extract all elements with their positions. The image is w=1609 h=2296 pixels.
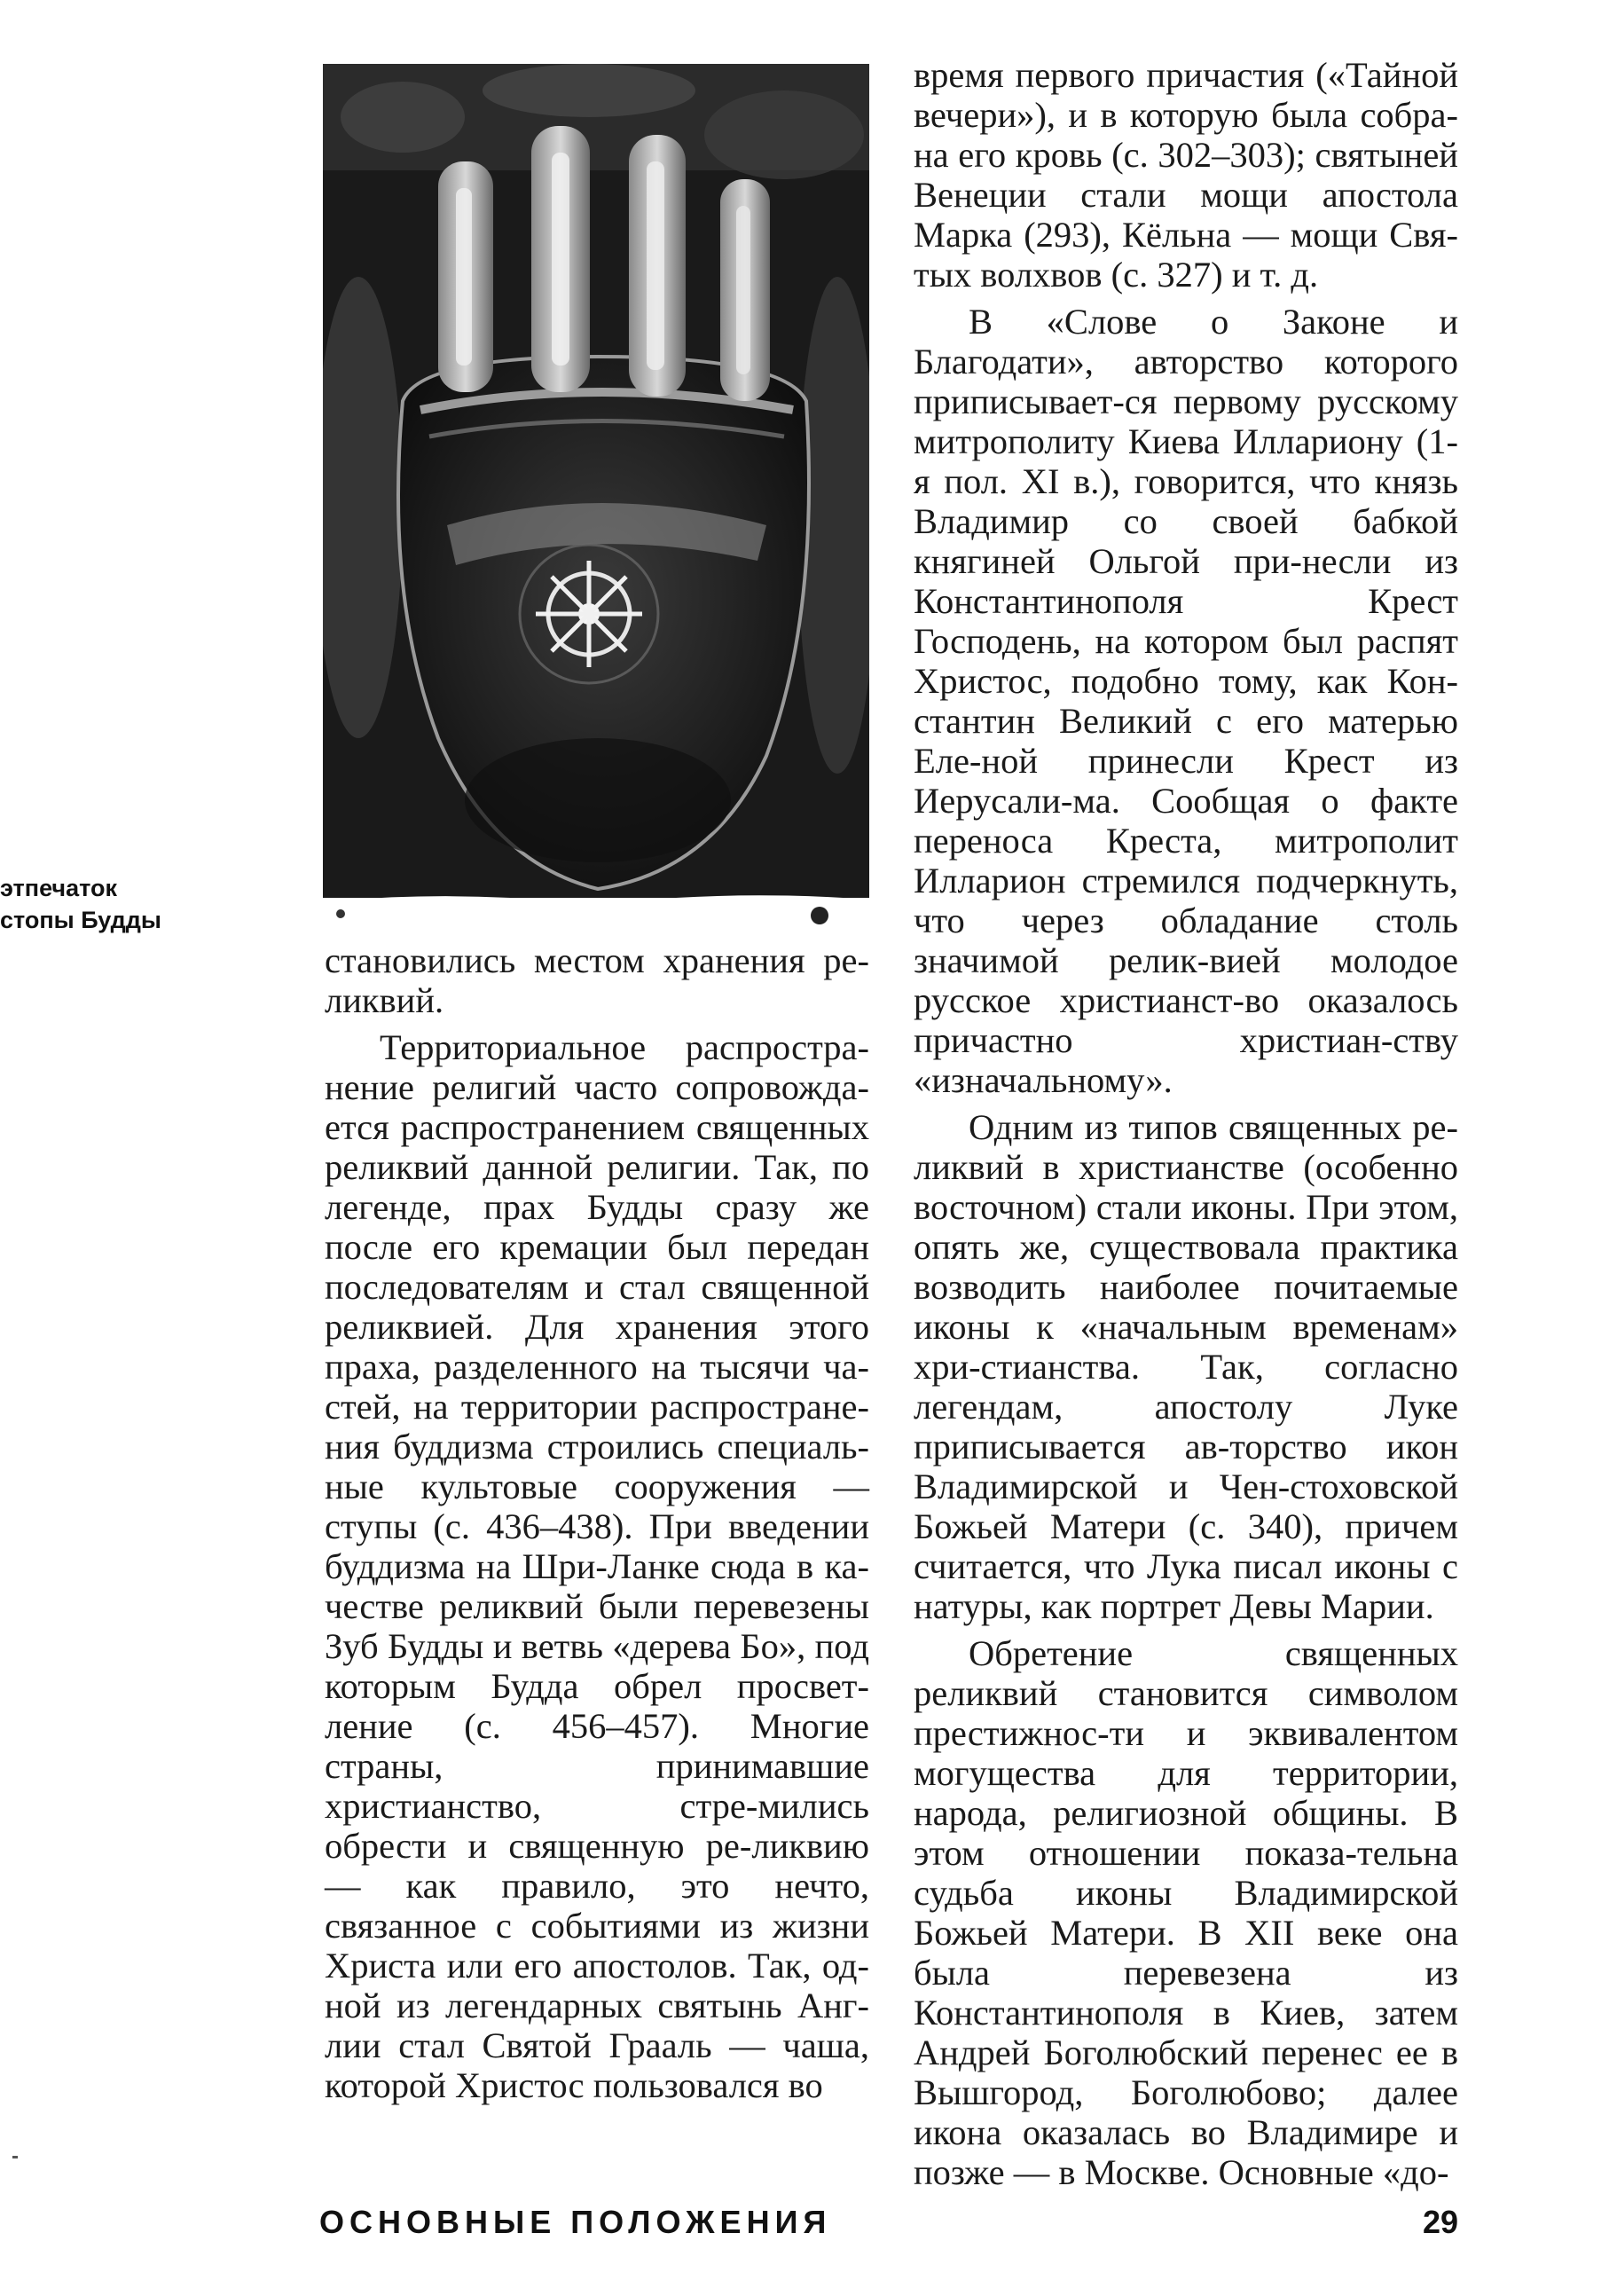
left-paragraph-2: Территориальное распростра-нение религий часто сопровожда-ется распространением священных реликвий данной религии. Так, по легенде, прах Будды сразу же после его кремации был передан последователям и стал священной реликвией. Для хранения этого праха, разделенного на тысячи ча-стей, на территории распростране-ния буддизма строились специаль-ные культовые сооружения — ступы (с. 436–438). При введении буддизма на Шри-Ланке сюда в ка-честве реликвий были перевезены Зуб Будды и ветвь «дерева Бо», под которым Будда обрел просвет-ление (с. 456–457). Многие страны, принимавшие христианство, стре-мились обрести и священную ре-ликвию — как правило, это нечто, связанное с событиями из жизни Христа или его апостолов. Так, од-ной из легендарных святынь Анг-лии стал Святой Грааль — чаша, которой Христос пользовался во (325, 1027, 869, 2105)
running-footer-section-title: ОСНОВНЫЕ ПОЛОЖЕНИЯ (319, 2204, 832, 2240)
left-text-column (325, 940, 869, 2105)
photo-caption (0, 872, 177, 936)
footprint-relief-image (323, 64, 869, 933)
photo-caption-line-1: этпечаток (0, 875, 117, 901)
right-paragraph-4: Обретение священных реликвий становится символом престижнос-ти и эквивалентом могущества для территории, народа, религиозной общины. В этом отношении показа-тельна судьба иконы Владимирской Божьей Матери. В XII веке она была перевезена из Константинополя в Киев, затем Андрей Боголюбский перенес ее в Вышгород, Боголюбово; далее икона оказалась во Владимире и позже — в Москве. Основные «до- (914, 1633, 1458, 2192)
page-number: 29 (1422, 2204, 1458, 2240)
right-paragraph-3: Одним из типов священных ре-ликвий в христианстве (особенно восточном) стали иконы. При этом, опять же, существовала практика возводить наиболее почитаемые иконы к «начальным временам» хри-стианства. Так, согласно легендам, апостолу Луке приписывается ав-торство икон Владимирской и Чен-стоховской Божьей Матери (с. 340), причем считается, что Лука писал иконы с натуры, как портрет Девы Марии. (914, 1107, 1458, 1626)
right-paragraph-1: время первого причастия («Тайной вечери»), и в которую была собра-на его кровь (с. 302–303); святыней Венеции стали мощи апостола Марка (293), Кёльна — мощи Свя-тых волхвов (с. 327) и т. д. (914, 55, 1458, 295)
left-paragraph-1: становились местом хранения ре-ликвий. (325, 940, 869, 1020)
right-text-column (914, 55, 1458, 2192)
buddha-footprint-photo (323, 64, 869, 933)
photo-caption-line-2: стопы Будды (0, 907, 161, 933)
right-paragraph-2: В «Слове о Законе и Благодати», авторство которого приписывает-ся первому русскому митрополиту Киева Иллариону (1-я пол. XI в.), говорится, что князь Владимир со своей бабкой княгиней Ольгой при-несли из Константинополя Крест Господень, на котором был распят Христос, подобно тому, как Кон-стантин Великий с его матерью Еле-ной принесли Крест из Иерусали-ма. Сообщая о факте переноса Креста, митрополит Илларион стремился подчеркнуть, что через обладание столь значимой релик-вией молодое русское христианст-во оказалось причастно христиан-ству «изначальному». (914, 302, 1458, 1100)
print-speck (12, 2156, 18, 2158)
